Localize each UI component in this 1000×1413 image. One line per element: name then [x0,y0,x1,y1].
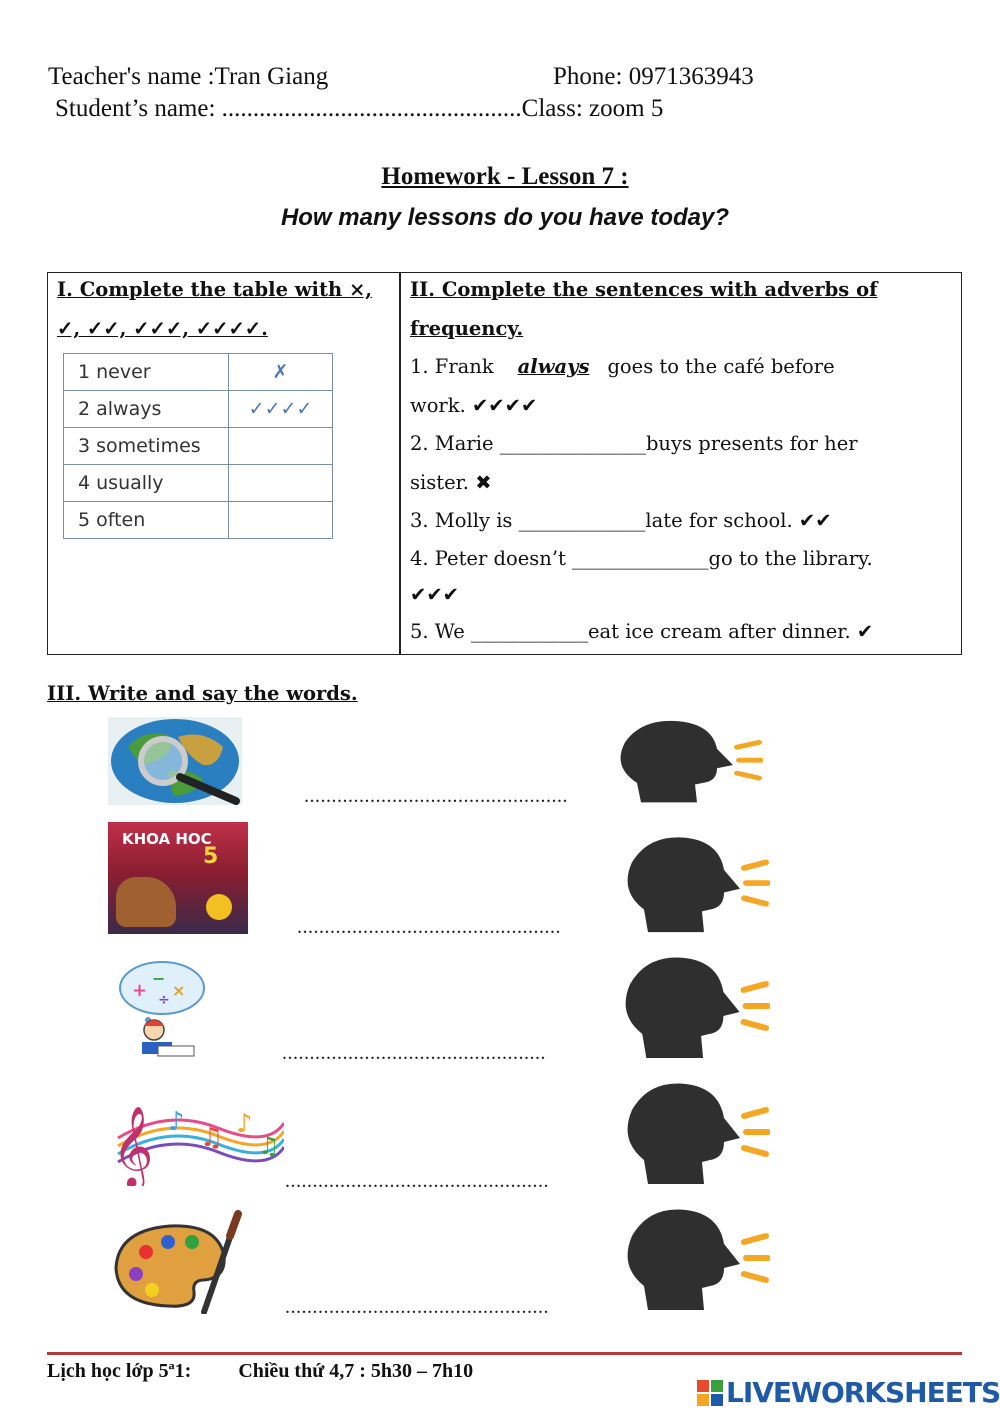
table-word: 2 always [64,391,229,428]
speaking-head-icon[interactable] [617,718,763,804]
svg-text:♪: ♪ [168,1107,185,1137]
frequency-table [63,353,333,539]
table-word: 1 never [64,354,229,391]
liveworksheets-logo [697,1376,1000,1409]
table-word: 5 often [64,502,229,539]
section-1-heading-line1: I. Complete the table with ×, [57,278,373,301]
answer-line-3[interactable]: ................................................ [282,1042,546,1064]
schedule-label: Lịch học lớp 5ª1: [47,1360,192,1382]
table-word: 4 usually [64,465,229,502]
teacher-phone: Phone: 0971363943 [553,63,754,90]
svg-text:÷: ÷ [158,992,170,1008]
sentence-2-cont: sister. ✖ [410,470,492,494]
section-3-heading: III. Write and say the words. [47,682,358,705]
music-notes-icon [108,1088,284,1186]
answer-line-1[interactable]: ................................................ [304,785,568,807]
footer-rule [47,1352,962,1355]
svg-text:×: × [172,981,186,1000]
svg-text:−: − [152,969,166,988]
schedule-time: Chiều thứ 4,7 : 5h30 – 7h10 [238,1360,474,1382]
liveworksheets-mark-icon [697,1380,723,1406]
table-row [64,465,333,502]
table-row [64,354,333,391]
answer-line-4[interactable]: ................................................ [285,1170,549,1192]
section-2 [410,270,955,651]
sentence-4-cont: ✔✔✔ [410,582,460,606]
table-row [64,428,333,465]
brand-name: LIVEWORKSHEETS [726,1376,1000,1409]
page-title: Homework - Lesson 7 : [381,163,629,190]
speaking-head-icon[interactable] [624,1206,770,1312]
science-book-icon [108,822,248,934]
sentence-5[interactable]: 5. We ____________eat ice cream after dinner. ✔ [410,619,874,643]
table-symbol[interactable] [229,428,333,465]
sentence-1 [410,348,955,387]
speaking-head-icon[interactable] [622,954,770,1060]
table-row [64,391,333,428]
paint-palette-icon [108,1208,244,1314]
speaking-head-icon[interactable] [624,834,770,934]
sentence-1-answer[interactable]: always [517,355,590,378]
sentence-2[interactable]: 2. Marie _______________buys presents for her [410,432,858,455]
svg-text:♫: ♫ [200,1123,224,1153]
table-symbol[interactable]: ✗ [229,354,333,391]
answer-line-5[interactable]: ................................................ [285,1296,549,1318]
svg-text:𝄞: 𝄞 [112,1105,154,1186]
table-symbol[interactable] [229,465,333,502]
teacher-name: Teacher's name :Tran Giang [48,63,329,90]
sentence-1-end: goes to the café before [607,355,835,378]
box-divider [399,272,401,655]
svg-text:+: + [132,980,148,1001]
page-subtitle: How many lessons do you have today? [280,204,730,231]
book-number: 5 [203,844,219,869]
sentence-4[interactable]: 4. Peter doesn’t ______________go to the library. [410,546,873,570]
globe-magnifier-icon [108,717,242,805]
speaking-head-icon[interactable] [624,1080,770,1186]
section-2-heading-line2: frequency. [410,317,524,340]
sentence-1-cont: work. ✔✔✔✔ [410,393,538,417]
table-symbol[interactable] [229,502,333,539]
table-symbol[interactable]: ✓✓✓✓ [229,391,333,428]
book-title: KHOA HOC [122,830,212,848]
svg-text:♪: ♪ [236,1109,253,1139]
sentence-3[interactable]: 3. Molly is _____________late for school. ✔✔ [410,509,832,532]
section-2-heading-line1: II. Complete the sentences with adverbs of [410,278,878,301]
svg-text:♫: ♫ [258,1132,280,1160]
answer-line-2[interactable]: ................................................ [297,916,561,938]
sentence-1-start: 1. Frank [410,355,494,378]
math-thinking-icon [118,960,210,1060]
table-row [64,502,333,539]
section-1 [57,270,392,348]
footer-schedule [47,1360,473,1383]
section-1-heading-line2: ✓, ✓✓, ✓✓✓, ✓✓✓✓. [57,317,268,340]
table-word: 3 sometimes [64,428,229,465]
student-name-line: Student’s name: ................................................Class: zoom 5 [55,95,664,122]
